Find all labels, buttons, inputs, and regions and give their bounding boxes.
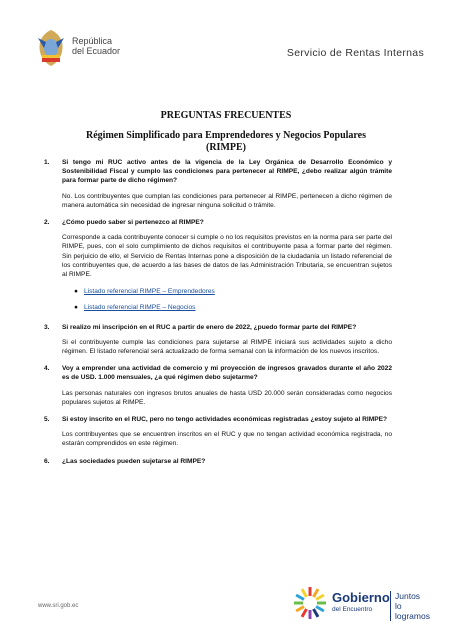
faq-question — [44, 457, 392, 466]
question-text: Si realizo mi inscripción en el RUC a partir de enero de 2022, ¿puedo formar parte del RIMPE? — [62, 323, 357, 331]
footer-url: www.sri.gob.ec — [38, 603, 79, 609]
page-title: PREGUNTAS FRECUENTES — [160, 110, 292, 121]
link-emprendedores[interactable]: Listado referencial RIMPE – Emprendedores — [84, 288, 215, 296]
faq-answer: Los contribuyentes que se encuentren inscritos en el RUC y que no tengan actividad económica registrada, no estarán comprendidos en este régimen. — [62, 431, 392, 448]
question-number: 3. — [44, 323, 50, 331]
bullet-icon: ● — [74, 304, 78, 312]
question-text: Si tengo mi RUC activo antes de la vigencia de la Ley Orgánica de Desarrollo Económico y Sostenibilidad Fiscal y cumplo las condiciones para pertenecer al RIMPE, ¿debo realizar algún trámite para formar parte de dicho régimen? — [62, 159, 392, 185]
starburst-icon — [290, 585, 330, 621]
page-header — [0, 0, 452, 80]
faq-question — [44, 218, 392, 227]
faq-question — [44, 158, 392, 186]
faq-question — [44, 323, 392, 332]
logo-line-2: del Ecuador — [72, 46, 121, 56]
slogan-line-2: lo logramos — [395, 601, 430, 621]
logo-line-1: República — [72, 36, 113, 46]
slogan-line-1: Juntos — [395, 591, 421, 601]
link-negocios[interactable]: Listado referencial RIMPE – Negocios — [84, 304, 196, 312]
agency-name: Servicio de Rentas Internas — [286, 47, 424, 59]
faq-answer: No. Los contribuyentes que cumplan las condiciones para pertenecer al RIMPE, pertenecen a dicho régimen de manera automática sin necesidad de ingresar ninguna solicitud o trámite. — [62, 192, 392, 209]
subtitle-line-1: Régimen Simplificado para Emprendedores y Negocios Populares — [86, 130, 366, 141]
question-text: ¿Cómo puedo saber si pertenezco al RIMPE? — [62, 219, 204, 227]
question-text: Voy a emprender una actividad de comercio y mi proyección de ingresos gravados durante el año 2022 es de USD. 1.000 mensuales, ¿a qué régimen debo sujetarme? — [62, 365, 392, 382]
list-item — [74, 287, 392, 296]
republica-ecuador-logo — [34, 28, 179, 72]
faq-question — [44, 364, 392, 382]
list-item — [74, 303, 392, 312]
question-number: 2. — [44, 219, 50, 227]
question-number: 1. — [44, 159, 50, 166]
page-subtitle — [0, 130, 452, 154]
faq-list — [44, 158, 392, 472]
link-list — [74, 287, 392, 312]
logo-text — [72, 36, 120, 56]
question-number: 5. — [44, 416, 50, 424]
question-number: 6. — [44, 457, 50, 465]
faq-answer: Si el contribuyente cumple las condiciones para sujetarse al RIMPE iniciará sus actividades sujeto a dicho régimen. El listado referencial será actualizado de forma semanal con la información de los nuevos inscritos. — [62, 338, 392, 356]
faq-answer: Corresponde a cada contribuyente conocer si cumple o no los requisitos previstos en la norma para ser parte del RIMPE, pues, con el solo cumplimiento de dichos requisitos el contribuyente pasa a formar parte del régimen. Sin perjuicio de ello, el Servicio de Rentas Internas pone a disposición de la ciudadanía un listado referencial de los contribuyentes que, de acuerdo a las bases de datos de las Administración Tributaria, se encuentran sujetos al RIMPE. — [62, 234, 392, 279]
gobierno-text: Gobierno — [332, 590, 390, 605]
faq-answer: Las personas naturales con ingresos brutos anuales de hasta USD 20.000 serán consideradas como negocios populares sujetos al RIMPE. — [62, 389, 392, 406]
question-number: 4. — [44, 365, 50, 373]
encuentro-text: del Encuentro — [332, 606, 373, 613]
bullet-icon: ● — [74, 288, 78, 296]
slogan — [390, 591, 430, 621]
subtitle-line-2: (RIMPE) — [206, 142, 246, 153]
question-text: ¿Las sociedades pueden sujetarse al RIMPE? — [62, 457, 206, 465]
coat-of-arms-icon — [34, 28, 68, 68]
gobierno-logo — [290, 585, 430, 625]
question-text: Si estoy inscrito en el RUC, pero no tengo actividades económicas registradas ¿estoy sujeto al RIMPE? — [62, 416, 388, 424]
faq-question — [44, 415, 392, 424]
